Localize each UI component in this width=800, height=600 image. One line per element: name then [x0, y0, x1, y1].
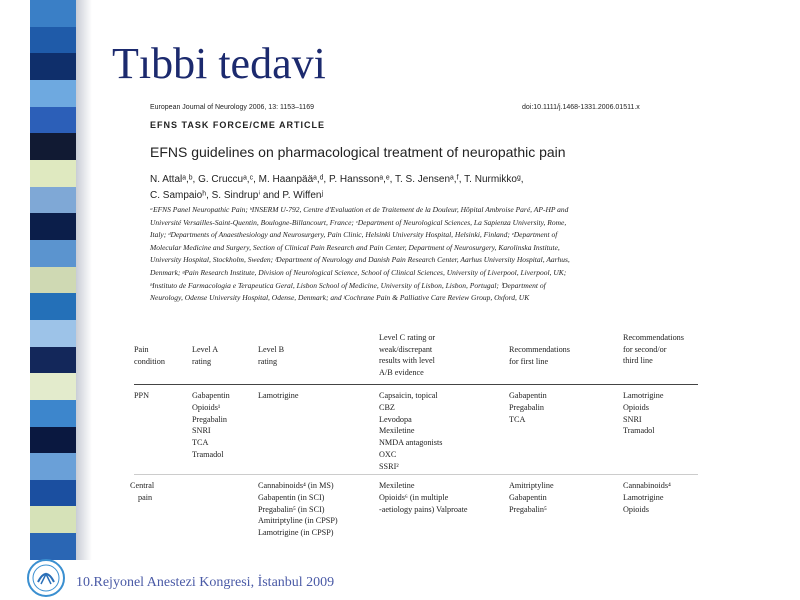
cell-line: Tramadol: [192, 449, 224, 459]
decorative-stripe-bar: [30, 0, 76, 560]
table-cell-condition: [134, 390, 149, 402]
cell-line: Mexiletine: [379, 481, 415, 490]
authors-line: N. Attalᵃ,ᵇ, G. Cruccuᵃ,ᶜ, M. Haanpääᵃ,ᵈ, P. Hanssonᵃ,ᵉ, T. S. Jensenᵃ,ᶠ, T. Nurmikkoᵍ,: [150, 174, 524, 185]
table-header-cell: [509, 344, 570, 367]
header-line: rating: [258, 356, 278, 366]
header-line: third line: [623, 356, 653, 366]
cell-line: Pregabalin⁵ (in SCI): [258, 504, 325, 514]
affiliation-line: Italy; ᵈDepartments of Anaesthesiology and Neurosurgery, Pain Clinic, Helsinki University Hospital, Helsinki, Finland; ᵉDepartment of: [150, 230, 558, 240]
table-cell-second-line: [623, 390, 663, 437]
stripe-segment: [30, 0, 76, 27]
stripe-segment: [30, 107, 76, 134]
doi-line: doi:10.1111/j.1468-1331.2006.01511.x: [522, 104, 640, 111]
affiliation-line: University Hospital, Stockholm, Sweden; ᶠDepartment of Neurology and Danish Pain Research Center, Aarhus University Hospital, Aarhus,: [150, 255, 570, 265]
cell-line: Mexiletine: [379, 426, 415, 436]
header-line: Pain: [134, 345, 149, 354]
stripe-segment: [30, 373, 76, 400]
stripe-shadow: [76, 0, 92, 560]
paper-title: EFNS guidelines on pharmacological treatment of neuropathic pain: [150, 144, 566, 160]
cell-line: Pregabalin: [509, 402, 545, 412]
article-type: EFNS TASK FORCE/CME ARTICLE: [150, 120, 325, 130]
stripe-segment: [30, 133, 76, 160]
affiliations: [150, 204, 706, 305]
header-line: rating: [192, 356, 212, 366]
cell-line: Opioids⁶ (in multiple: [379, 492, 449, 502]
table-header-cell: [258, 344, 284, 367]
cell-line: SNRI: [623, 414, 642, 424]
header-line: for first line: [509, 356, 549, 366]
cell-line: SSRI²: [379, 461, 399, 471]
header-line: results with level: [379, 356, 435, 366]
stripe-segment: [30, 453, 76, 480]
affiliation-line: ʰInstituto de Farmacologia e Terapeutica Geral, Lisbon School of Medicine, University of Lisbon, Lisbon, Portugal; ⁱDepartment of: [150, 280, 546, 290]
header-line: Recommendations: [509, 345, 570, 354]
header-line: Level B: [258, 345, 285, 354]
table-row-divider: [134, 474, 698, 475]
affiliation-line: ᵃEFNS Panel Neuropathic Pain; ᵇINSERM U-792, Centre d'Evaluation et de Traitement de la Douleur, Hôpital Ambroise Paré, AP-HP and: [150, 205, 569, 214]
stripe-segment: [30, 80, 76, 107]
cell-line: NMDA antagonists: [379, 438, 443, 448]
stripe-segment: [30, 533, 76, 560]
cell-line: Gabapentin (in SCI): [258, 492, 325, 502]
cell-line: Capsaicin, topical: [379, 391, 438, 400]
cell-line: Central: [130, 481, 155, 490]
stripe-segment: [30, 267, 76, 294]
affiliation-line: Neurology, Odense University Hospital, Odense, Denmark; and ʲCochrane Pain & Palliative Care Review Group, Oxford, UK: [150, 293, 530, 303]
stripe-segment: [30, 160, 76, 187]
cell-line: CBZ: [379, 402, 395, 412]
table-cell-level-a: [192, 390, 230, 461]
stripe-segment: [30, 293, 76, 320]
header-line: Level A: [192, 345, 219, 354]
header-line: A/B evidence: [379, 367, 424, 377]
cell-line: pain: [138, 492, 153, 502]
cell-line: Amitriptyline: [509, 481, 554, 490]
stripe-segment: [30, 187, 76, 214]
cell-line: PPN: [134, 391, 150, 400]
header-line: for second/or: [623, 344, 667, 354]
authors-line: C. Sampaioʰ, S. Sindrupⁱ and P. Wiffenʲ: [150, 190, 324, 201]
cell-line: Opioids: [623, 504, 649, 514]
table-header-cell: [623, 332, 684, 367]
cell-line: Lamotrigine: [258, 391, 299, 400]
journal-line: European Journal of Neurology 2006, 13: 1153–1169: [150, 104, 314, 111]
affiliation-line: Denmark; ᵍPain Research Institute, Division of Neurological Science, School of Clinical Sciences, University of Liverpool, Liverpool, UK;: [150, 267, 567, 277]
stripe-segment: [30, 240, 76, 267]
table-cell-level-c: [379, 480, 468, 515]
table-cell-level-b: [258, 390, 298, 402]
header-line: Recommendations: [623, 333, 684, 342]
congress-logo: [26, 558, 66, 598]
cell-line: Lamotrigine: [623, 391, 664, 400]
table-cell-level-c: [379, 390, 442, 473]
table-cell-second-line: [623, 480, 671, 515]
cell-line: -aetiology pains) Valproate: [379, 504, 468, 514]
cell-line: Gabapentin: [509, 391, 547, 400]
cell-line: OXC: [379, 449, 397, 459]
table-cell-level-b: [258, 480, 338, 539]
header-line: condition: [134, 356, 165, 366]
cell-line: TCA: [192, 438, 209, 448]
affiliation-line: Molecular Medicine and Surgery, Section of Clinical Pain Research and Pain Center, Department of Neurosurgery, Karolinska Institute,: [150, 242, 560, 252]
cell-line: Gabapentin: [192, 391, 230, 400]
footer-text: 10.Rejyonel Anestezi Kongresi, İstanbul 2009: [76, 575, 335, 590]
cell-line: SNRI: [192, 426, 211, 436]
cell-line: Pregabalin⁵: [509, 504, 547, 514]
stripe-segment: [30, 506, 76, 533]
stripe-segment: [30, 347, 76, 374]
header-line: weak/discrepant: [379, 344, 433, 354]
cell-line: Levodopa: [379, 414, 412, 424]
cell-line: Amitriptyline (in CPSP): [258, 516, 338, 526]
authors: [150, 172, 710, 204]
stripe-segment: [30, 27, 76, 54]
affiliation-line: Université Versailles-Saint-Quentin, Boulogne-Billancourt, France; ᶜDepartment of Neurological Sciences, La Sapienza University, Rome,: [150, 217, 567, 227]
stripe-segment: [30, 400, 76, 427]
cell-line: Cannabinoids⁴ (in MS): [258, 481, 334, 490]
header-line: Level C rating or: [379, 333, 436, 342]
cell-line: Lamotrigine: [623, 492, 664, 502]
stripe-segment: [30, 427, 76, 454]
table-cell-first-line: [509, 480, 554, 515]
table-cell-first-line: [509, 390, 547, 425]
table-header-cell: [192, 344, 218, 367]
table-header-cell: [379, 332, 435, 378]
stripe-segment: [30, 480, 76, 507]
table-rule: [134, 384, 698, 385]
cell-line: Opioids¹: [192, 402, 221, 412]
cell-line: Cannabinoids⁴: [623, 481, 671, 490]
cell-line: Gabapentin: [509, 492, 547, 502]
cell-line: Pregabalin: [192, 414, 228, 424]
slide-title: Tıbbi tedavi: [112, 39, 326, 88]
stripe-segment: [30, 320, 76, 347]
stripe-segment: [30, 213, 76, 240]
cell-line: Opioids: [623, 402, 649, 412]
table-header-cell: [134, 344, 165, 367]
cell-line: Lamotrigine (in CPSP): [258, 528, 334, 538]
cell-line: TCA: [509, 414, 526, 424]
stripe-segment: [30, 53, 76, 80]
table-cell-condition: [130, 480, 154, 504]
cell-line: Tramadol: [623, 426, 655, 436]
